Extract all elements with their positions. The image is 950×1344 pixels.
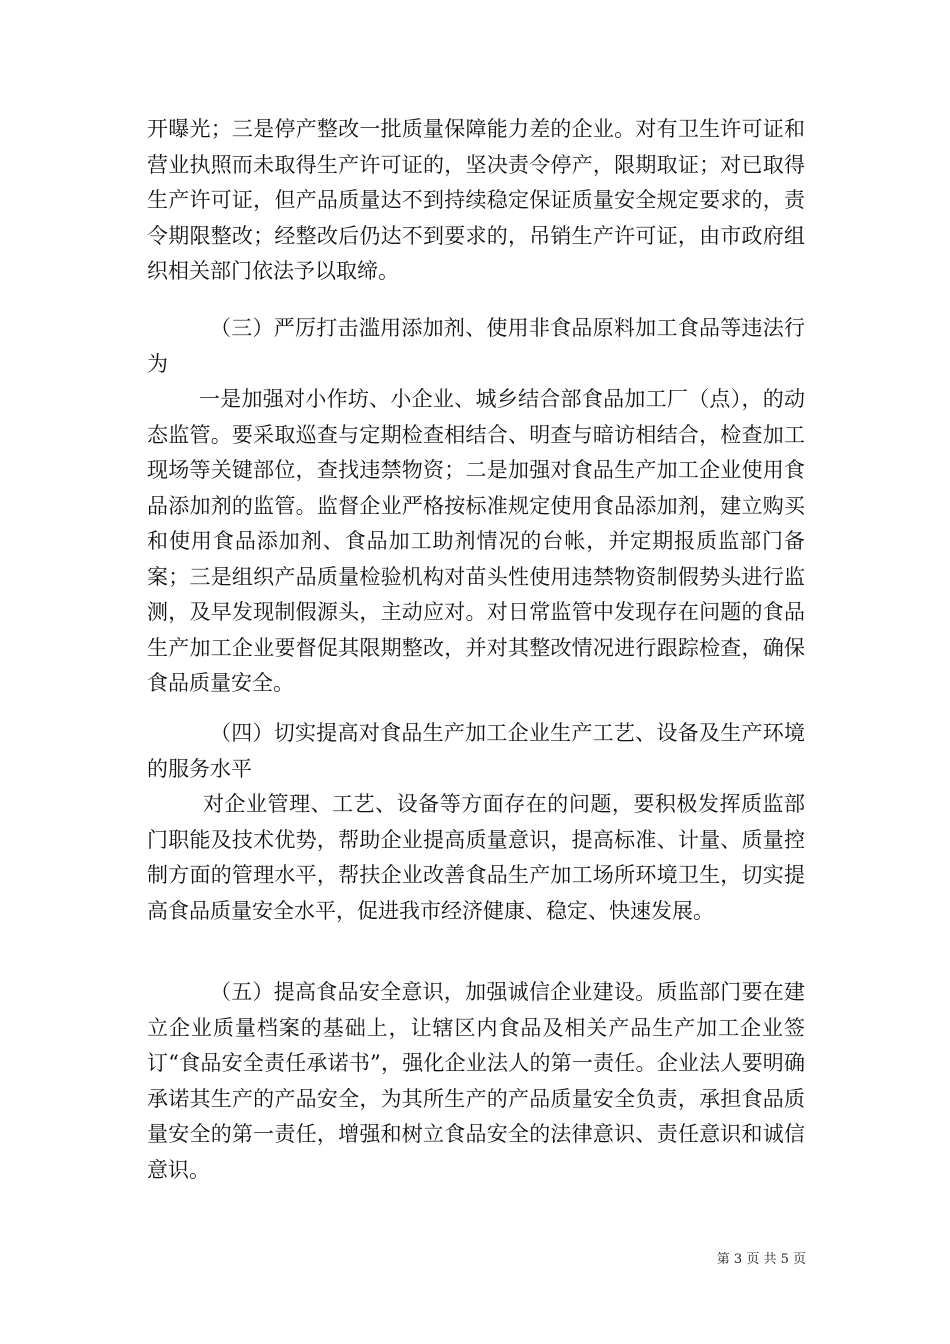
paragraph-continuation <box>147 112 805 290</box>
section-heading-3 <box>147 311 805 382</box>
paragraph-text: 对企业管理、工艺、设备等方面存在的问题，要积极发挥质监部门职能及技术优势，帮助企业提高质量意识，提高标准、计量、质量控制方面的管理水平，帮扶企业改善食品生产加工场所环境卫生，切实提高食品质量安全水平，促进我市经济健康、稳定、快速发展。 <box>147 792 805 923</box>
paragraph-section-4 <box>147 787 805 929</box>
paragraph-text: 一是加强对小作坊、小企业、城乡结合部食品加工厂（点），的动态监管。要采取巡查与定期检查相结合、明查与暗访相结合，检查加工现场等关键部位，查找违禁物资；二是加强对食品生产加工企业使用食品添加剂的监管。监督企业严格按标准规定使用食品添加剂，建立购买和使用食品添加剂、食品加工助剂情况的台帐，并定期报质监部门备案；三是组织产品质量检验机构对苗头性使用违禁物资制假势头进行监测，及早发现制假源头，主动应对。对日常监管中发现存在问题的食品生产加工企业要督促其限期整改，并对其整改情况进行跟踪检查，确保食品质量安全。 <box>147 387 805 695</box>
paragraph-section-5 <box>147 975 805 1188</box>
section-heading-text: （四）切实提高对食品生产加工企业生产工艺、设备及生产环境的服务水平 <box>147 721 805 781</box>
paragraph-text: （五）提高食品安全意识，加强诚信企业建设。质监部门要在建立企业质量档案的基础上，让辖区内食品及相关产品生产加工企业签订“食品安全责任承诺书”，强化企业法人的第一责任。企业法人要明确承诺其生产的产品安全，为其所生产的产品质量安全负责，承担食品质量安全的第一责任，增强和树立食品安全的法律意识、责任意识和诚信意识。 <box>147 980 805 1182</box>
section-heading-4 <box>147 716 805 787</box>
paragraph-text: 开曝光；三是停产整改一批质量保障能力差的企业。对有卫生许可证和营业执照而未取得生产许可证的，坚决责令停产，限期取证；对已取得生产许可证，但产品质量达不到持续稳定保证质量安全规定要求的，责令期限整改；经整改后仍达不到要求的，吊销生产许可证，由市政府组织相关部门依法予以取缔。 <box>147 117 805 283</box>
paragraph-section-3 <box>147 382 805 702</box>
section-heading-text: （三）严厉打击滥用添加剂、使用非食品原料加工食品等违法行为 <box>147 316 805 376</box>
page-number-footer: 第 3 页 共 5 页 <box>716 1252 806 1267</box>
